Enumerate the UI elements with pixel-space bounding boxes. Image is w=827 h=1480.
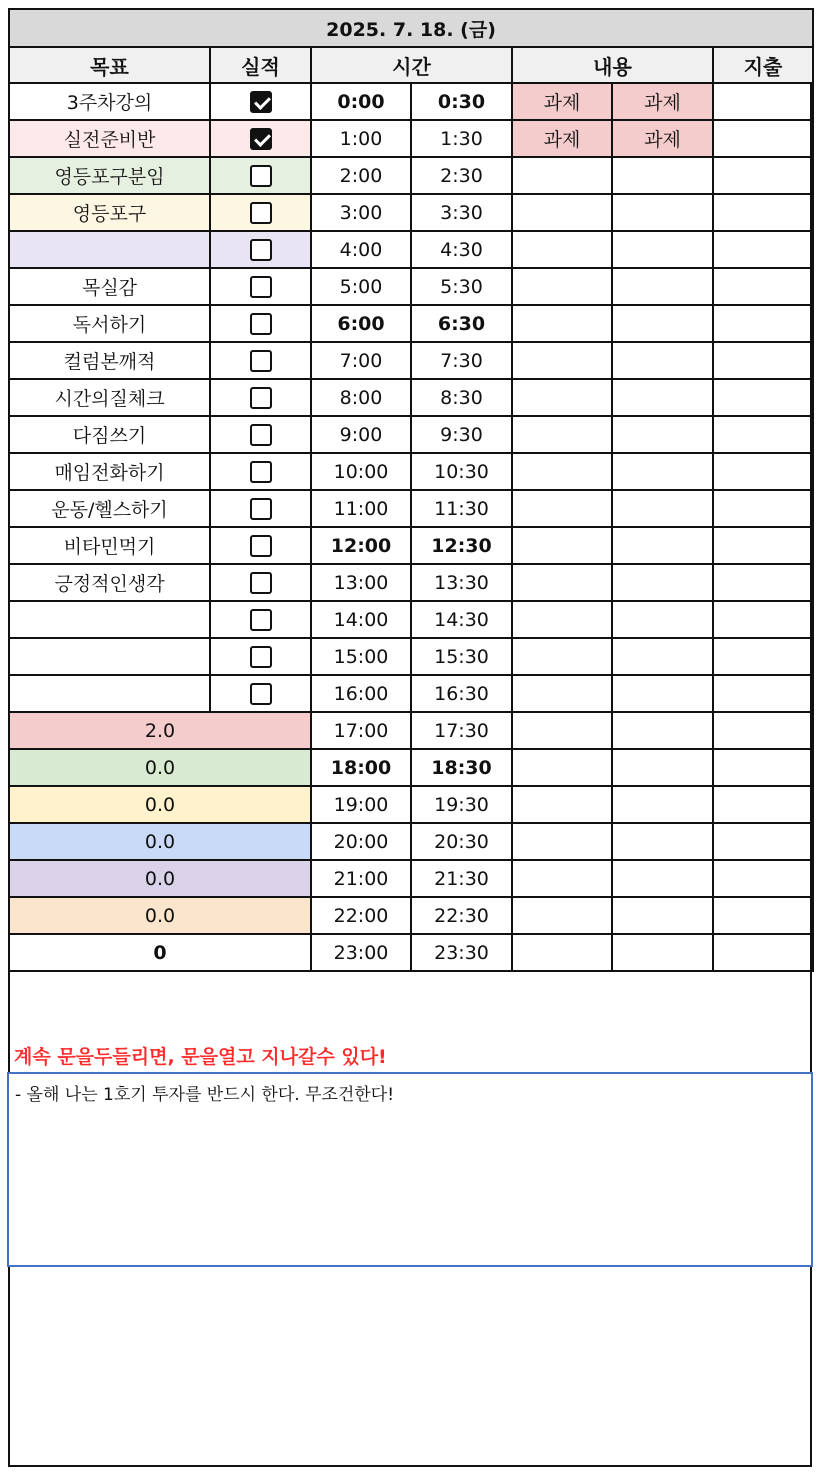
- expense-cell[interactable]: [713, 194, 813, 231]
- done-checkbox[interactable]: [250, 276, 272, 298]
- time-row: [9, 786, 813, 823]
- content-cell[interactable]: [512, 786, 612, 823]
- time-half-cell[interactable]: 12:30: [411, 527, 512, 564]
- time-half-cell[interactable]: 19:30: [411, 786, 512, 823]
- summary-cell[interactable]: 0.0: [9, 860, 311, 897]
- done-checkbox[interactable]: [250, 609, 272, 631]
- goal-cell[interactable]: 운동/헬스하기: [9, 490, 210, 527]
- done-checkbox[interactable]: [250, 165, 272, 187]
- done-checkbox[interactable]: [250, 387, 272, 409]
- time-hour-cell[interactable]: 2:00: [311, 157, 411, 194]
- time-row: [9, 305, 813, 342]
- summary-cell[interactable]: 2.0: [9, 712, 311, 749]
- goal-cell[interactable]: 시간의질체크: [9, 379, 210, 416]
- content-cell[interactable]: [612, 194, 713, 231]
- time-row: [9, 675, 813, 712]
- done-cell: [210, 638, 311, 675]
- done-cell: [210, 231, 311, 268]
- time-hour-cell[interactable]: 16:00: [311, 675, 411, 712]
- time-half-cell[interactable]: 17:30: [411, 712, 512, 749]
- time-half-cell[interactable]: 10:30: [411, 453, 512, 490]
- expense-cell[interactable]: [713, 305, 813, 342]
- time-row: [9, 823, 813, 860]
- motto-text[interactable]: 계속 문을두들리면, 문을열고 지나갈수 있다!: [14, 1046, 387, 1068]
- time-row: [9, 712, 813, 749]
- done-cell: [210, 601, 311, 638]
- goal-cell[interactable]: 영등포구: [9, 194, 210, 231]
- expense-cell[interactable]: [713, 268, 813, 305]
- date-title[interactable]: 2025. 7. 18. (금): [9, 9, 813, 47]
- expense-cell[interactable]: [713, 564, 813, 601]
- content-cell[interactable]: [512, 453, 612, 490]
- time-half-cell[interactable]: 13:30: [411, 564, 512, 601]
- time-row: [9, 416, 813, 453]
- content-cell[interactable]: [512, 712, 612, 749]
- done-checkbox[interactable]: [250, 91, 272, 113]
- time-half-cell[interactable]: 8:30: [411, 379, 512, 416]
- time-half-cell[interactable]: 21:30: [411, 860, 512, 897]
- time-hour-cell[interactable]: 18:00: [311, 749, 411, 786]
- goal-cell[interactable]: 영등포구분임: [9, 157, 210, 194]
- goal-cell[interactable]: 독서하기: [9, 305, 210, 342]
- expense-cell[interactable]: [713, 934, 813, 971]
- time-half-cell[interactable]: 6:30: [411, 305, 512, 342]
- header-goal[interactable]: 목표: [9, 47, 210, 83]
- expense-cell[interactable]: [713, 157, 813, 194]
- time-row: [9, 860, 813, 897]
- content-cell[interactable]: [612, 934, 713, 971]
- expense-cell[interactable]: [713, 83, 813, 120]
- content-cell[interactable]: [612, 823, 713, 860]
- header-done[interactable]: 실적: [210, 47, 311, 83]
- time-half-cell[interactable]: 11:30: [411, 490, 512, 527]
- content-cell[interactable]: [612, 601, 713, 638]
- time-hour-cell[interactable]: 20:00: [311, 823, 411, 860]
- time-half-cell[interactable]: 14:30: [411, 601, 512, 638]
- time-row: [9, 379, 813, 416]
- time-half-cell[interactable]: 9:30: [411, 416, 512, 453]
- goal-cell[interactable]: 목실감: [9, 268, 210, 305]
- time-half-cell[interactable]: 2:30: [411, 157, 512, 194]
- time-row: [9, 490, 813, 527]
- content-cell[interactable]: 과제: [612, 120, 713, 157]
- time-hour-cell[interactable]: 15:00: [311, 638, 411, 675]
- time-half-cell[interactable]: 23:30: [411, 934, 512, 971]
- done-cell: [210, 268, 311, 305]
- expense-cell[interactable]: [713, 527, 813, 564]
- content-cell[interactable]: [512, 231, 612, 268]
- time-hour-cell[interactable]: 21:00: [311, 860, 411, 897]
- content-cell[interactable]: [512, 860, 612, 897]
- content-cell[interactable]: [612, 860, 713, 897]
- time-row: [9, 934, 813, 971]
- expense-cell[interactable]: [713, 860, 813, 897]
- content-cell[interactable]: [612, 231, 713, 268]
- time-hour-cell[interactable]: 17:00: [311, 712, 411, 749]
- done-checkbox[interactable]: [250, 646, 272, 668]
- done-checkbox[interactable]: [250, 424, 272, 446]
- content-cell[interactable]: [512, 416, 612, 453]
- expense-cell[interactable]: [713, 490, 813, 527]
- done-cell: [210, 342, 311, 379]
- time-half-cell[interactable]: 3:30: [411, 194, 512, 231]
- expense-cell[interactable]: [713, 416, 813, 453]
- time-half-cell[interactable]: 4:30: [411, 231, 512, 268]
- goal-cell[interactable]: 컬럼본깨적: [9, 342, 210, 379]
- content-cell[interactable]: [612, 564, 713, 601]
- time-half-cell[interactable]: 1:30: [411, 120, 512, 157]
- done-checkbox[interactable]: [250, 202, 272, 224]
- done-checkbox[interactable]: [250, 572, 272, 594]
- time-half-cell[interactable]: 20:30: [411, 823, 512, 860]
- content-cell[interactable]: [512, 305, 612, 342]
- content-cell[interactable]: [512, 527, 612, 564]
- content-cell[interactable]: [612, 416, 713, 453]
- time-hour-cell[interactable]: 0:00: [311, 83, 411, 120]
- time-hour-cell[interactable]: 7:00: [311, 342, 411, 379]
- done-checkbox[interactable]: [250, 350, 272, 372]
- done-checkbox[interactable]: [250, 498, 272, 520]
- content-cell[interactable]: [512, 934, 612, 971]
- done-checkbox[interactable]: [250, 683, 272, 705]
- content-cell[interactable]: [612, 268, 713, 305]
- done-cell: [210, 675, 311, 712]
- goal-cell[interactable]: 매임전화하기: [9, 453, 210, 490]
- goal-cell[interactable]: [9, 638, 210, 675]
- content-cell[interactable]: [612, 786, 713, 823]
- done-cell: [210, 379, 311, 416]
- expense-cell[interactable]: [713, 823, 813, 860]
- time-hour-cell[interactable]: 4:00: [311, 231, 411, 268]
- time-row: [9, 342, 813, 379]
- done-checkbox[interactable]: [250, 535, 272, 557]
- time-hour-cell[interactable]: 11:00: [311, 490, 411, 527]
- header-expense[interactable]: 지출: [713, 47, 813, 83]
- done-cell: [210, 83, 311, 120]
- content-cell[interactable]: [512, 194, 612, 231]
- time-row: [9, 564, 813, 601]
- expense-cell[interactable]: [713, 749, 813, 786]
- done-cell: [210, 157, 311, 194]
- done-checkbox[interactable]: [250, 128, 272, 150]
- memo-box[interactable]: [7, 1072, 813, 1267]
- time-hour-cell[interactable]: 5:00: [311, 268, 411, 305]
- time-hour-cell[interactable]: 3:00: [311, 194, 411, 231]
- done-cell: [210, 194, 311, 231]
- content-cell[interactable]: 과제: [512, 120, 612, 157]
- time-hour-cell[interactable]: 9:00: [311, 416, 411, 453]
- expense-cell[interactable]: [713, 601, 813, 638]
- time-hour-cell[interactable]: 22:00: [311, 897, 411, 934]
- summary-cell[interactable]: 0.0: [9, 786, 311, 823]
- time-half-cell[interactable]: 16:30: [411, 675, 512, 712]
- goal-cell[interactable]: 긍정적인생각: [9, 564, 210, 601]
- expense-cell[interactable]: [713, 897, 813, 934]
- header-time[interactable]: 시간: [311, 47, 512, 83]
- time-row: [9, 194, 813, 231]
- expense-cell[interactable]: [713, 379, 813, 416]
- goal-cell[interactable]: [9, 231, 210, 268]
- done-checkbox[interactable]: [250, 461, 272, 483]
- time-half-cell[interactable]: 0:30: [411, 83, 512, 120]
- goal-cell[interactable]: [9, 675, 210, 712]
- done-cell: [210, 564, 311, 601]
- content-cell[interactable]: [612, 638, 713, 675]
- memo-text: - 올해 나는 1호기 투자를 반드시 한다. 무조건한다!: [15, 1085, 395, 1105]
- goal-cell[interactable]: [9, 601, 210, 638]
- time-row: [9, 638, 813, 675]
- goal-cell[interactable]: 다짐쓰기: [9, 416, 210, 453]
- expense-cell[interactable]: [713, 120, 813, 157]
- time-row: [9, 749, 813, 786]
- content-cell[interactable]: [612, 675, 713, 712]
- content-cell[interactable]: [612, 712, 713, 749]
- time-half-cell[interactable]: 18:30: [411, 749, 512, 786]
- content-cell[interactable]: [612, 379, 713, 416]
- time-row: [9, 453, 813, 490]
- goal-cell[interactable]: 비타민먹기: [9, 527, 210, 564]
- time-hour-cell[interactable]: 12:00: [311, 527, 411, 564]
- time-half-cell[interactable]: 7:30: [411, 342, 512, 379]
- expense-cell[interactable]: [713, 453, 813, 490]
- content-cell[interactable]: [512, 675, 612, 712]
- time-half-cell[interactable]: 22:30: [411, 897, 512, 934]
- content-cell[interactable]: [612, 527, 713, 564]
- done-checkbox[interactable]: [250, 313, 272, 335]
- expense-cell[interactable]: [713, 638, 813, 675]
- time-hour-cell[interactable]: 8:00: [311, 379, 411, 416]
- time-row: [9, 601, 813, 638]
- content-cell[interactable]: [512, 601, 612, 638]
- done-cell: [210, 416, 311, 453]
- content-cell[interactable]: [512, 564, 612, 601]
- content-cell[interactable]: [512, 379, 612, 416]
- content-cell[interactable]: [612, 749, 713, 786]
- content-cell[interactable]: [512, 268, 612, 305]
- expense-cell[interactable]: [713, 231, 813, 268]
- expense-cell[interactable]: [713, 675, 813, 712]
- content-cell[interactable]: [612, 453, 713, 490]
- time-hour-cell[interactable]: 23:00: [311, 934, 411, 971]
- time-half-cell[interactable]: 5:30: [411, 268, 512, 305]
- time-row: [9, 527, 813, 564]
- time-hour-cell[interactable]: 1:00: [311, 120, 411, 157]
- done-cell: [210, 527, 311, 564]
- goal-cell[interactable]: 실전준비반: [9, 120, 210, 157]
- time-row: [9, 83, 813, 120]
- summary-cell[interactable]: 0: [9, 934, 311, 971]
- content-cell[interactable]: [512, 638, 612, 675]
- expense-cell[interactable]: [713, 342, 813, 379]
- content-cell[interactable]: [512, 157, 612, 194]
- summary-cell[interactable]: 0.0: [9, 823, 311, 860]
- time-row: [9, 231, 813, 268]
- content-cell[interactable]: [612, 342, 713, 379]
- time-hour-cell[interactable]: 6:00: [311, 305, 411, 342]
- done-checkbox[interactable]: [250, 239, 272, 261]
- content-cell[interactable]: [512, 823, 612, 860]
- done-cell: [210, 305, 311, 342]
- content-cell[interactable]: [612, 157, 713, 194]
- expense-cell[interactable]: [713, 712, 813, 749]
- content-cell[interactable]: [612, 897, 713, 934]
- goal-cell[interactable]: 3주차강의: [9, 83, 210, 120]
- content-cell[interactable]: 과제: [612, 83, 713, 120]
- time-half-cell[interactable]: 15:30: [411, 638, 512, 675]
- time-hour-cell[interactable]: 13:00: [311, 564, 411, 601]
- time-row: [9, 897, 813, 934]
- done-cell: [210, 490, 311, 527]
- content-cell[interactable]: [512, 749, 612, 786]
- done-cell: [210, 120, 311, 157]
- summary-cell[interactable]: 0.0: [9, 749, 311, 786]
- time-hour-cell[interactable]: 19:00: [311, 786, 411, 823]
- expense-cell[interactable]: [713, 786, 813, 823]
- time-row: [9, 268, 813, 305]
- content-cell[interactable]: [512, 897, 612, 934]
- done-cell: [210, 453, 311, 490]
- content-cell[interactable]: 과제: [512, 83, 612, 120]
- summary-cell[interactable]: 0.0: [9, 897, 311, 934]
- time-row: [9, 157, 813, 194]
- time-row: [9, 120, 813, 157]
- time-hour-cell[interactable]: 10:00: [311, 453, 411, 490]
- planner-sheet: [8, 8, 812, 1467]
- content-cell[interactable]: [512, 342, 612, 379]
- content-cell[interactable]: [612, 490, 713, 527]
- planner-table: [8, 8, 814, 972]
- header-content[interactable]: 내용: [512, 47, 713, 83]
- content-cell[interactable]: [512, 490, 612, 527]
- time-hour-cell[interactable]: 14:00: [311, 601, 411, 638]
- content-cell[interactable]: [612, 305, 713, 342]
